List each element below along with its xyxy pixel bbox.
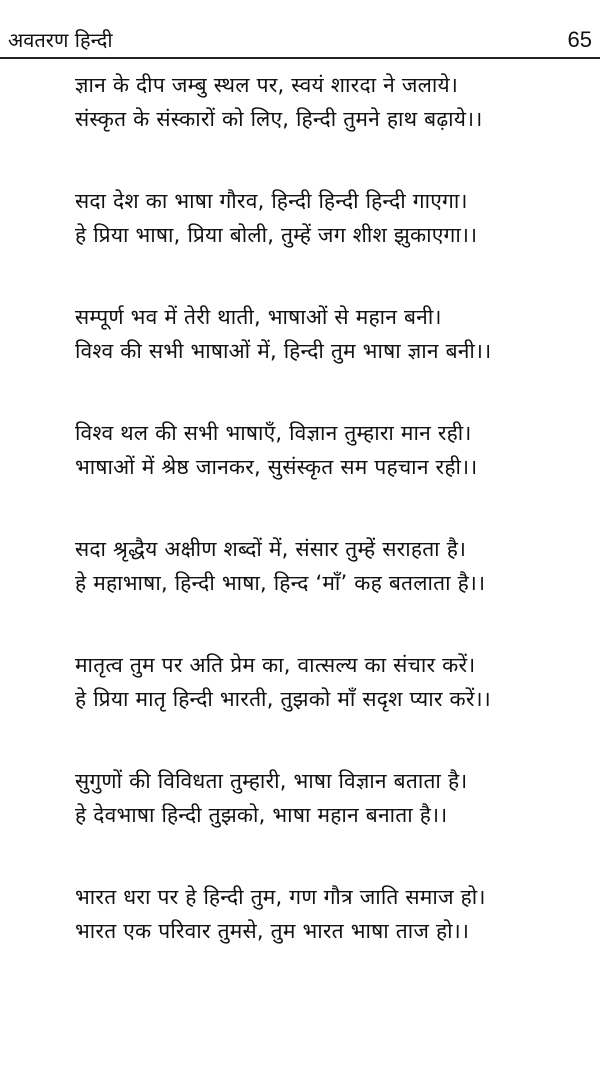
stanza-line: विश्व थल की सभी भाषाएँ, विज्ञान तुम्हारा मान रही। [75, 421, 472, 445]
stanza-line: भाषाओं में श्रेष्ठ जानकर, सुसंस्कृत सम पहचान रही।। [75, 455, 478, 479]
poem-body [75, 68, 585, 948]
header-rule [0, 57, 600, 59]
stanza-8 [75, 880, 585, 948]
stanza-line: विश्व की सभी भाषाओं में, हिन्दी तुम भाषा ज्ञान बनी।। [75, 339, 492, 363]
stanza-line: हे महाभाषा, हिन्दी भाषा, हिन्द ‘माँ’ कह बतलाता है।। [75, 571, 486, 595]
stanza-line: हे देवभाषा हिन्दी तुझको, भाषा महान बनाता है।। [75, 803, 448, 827]
stanza-5 [75, 532, 585, 600]
running-title: अवतरण हिन्दी [8, 28, 113, 52]
stanza-line: भारत एक परिवार तुमसे, तुम भारत भाषा ताज हो।। [75, 919, 470, 943]
stanza-line: संस्कृत के संस्कारों को लिए, हिन्दी तुमने हाथ बढ़ाये।। [75, 107, 483, 131]
stanza-2 [75, 184, 585, 252]
stanza-line: सम्पूर्ण भव में तेरी थाती, भाषाओं से महान बनी। [75, 305, 442, 329]
stanza-1 [75, 68, 585, 136]
stanza-line: ज्ञान के दीप जम्बु स्थल पर, स्वयं शारदा ने जलाये। [75, 73, 459, 97]
stanza-line: हे प्रिया मातृ हिन्दी भारती, तुझको माँ सदृश प्यार करें।। [75, 687, 491, 711]
stanza-3 [75, 300, 585, 368]
stanza-7 [75, 764, 585, 832]
stanza-line: सदा देश का भाषा गौरव, हिन्दी हिन्दी हिन्दी गाएगा। [75, 189, 468, 213]
stanza-line: सदा श्रृद्धैय अक्षीण शब्दों में, संसार तुम्हें सराहता है। [75, 537, 467, 561]
stanza-line: मातृत्व तुम पर अति प्रेम का, वात्सल्य का संचार करें। [75, 653, 476, 677]
stanza-4 [75, 416, 585, 484]
stanza-line: हे प्रिया भाषा, प्रिया बोली, तुम्हें जग शीश झुकाएगा।। [75, 223, 478, 247]
stanza-6 [75, 648, 585, 716]
stanza-line: भारत धरा पर हे हिन्दी तुम, गण गौत्र जाति समाज हो। [75, 885, 486, 909]
stanza-line: सुगुणों की विविधता तुम्हारी, भाषा विज्ञान बताता है। [75, 769, 468, 793]
page-header [0, 0, 600, 60]
page-number: 65 [567, 27, 592, 52]
